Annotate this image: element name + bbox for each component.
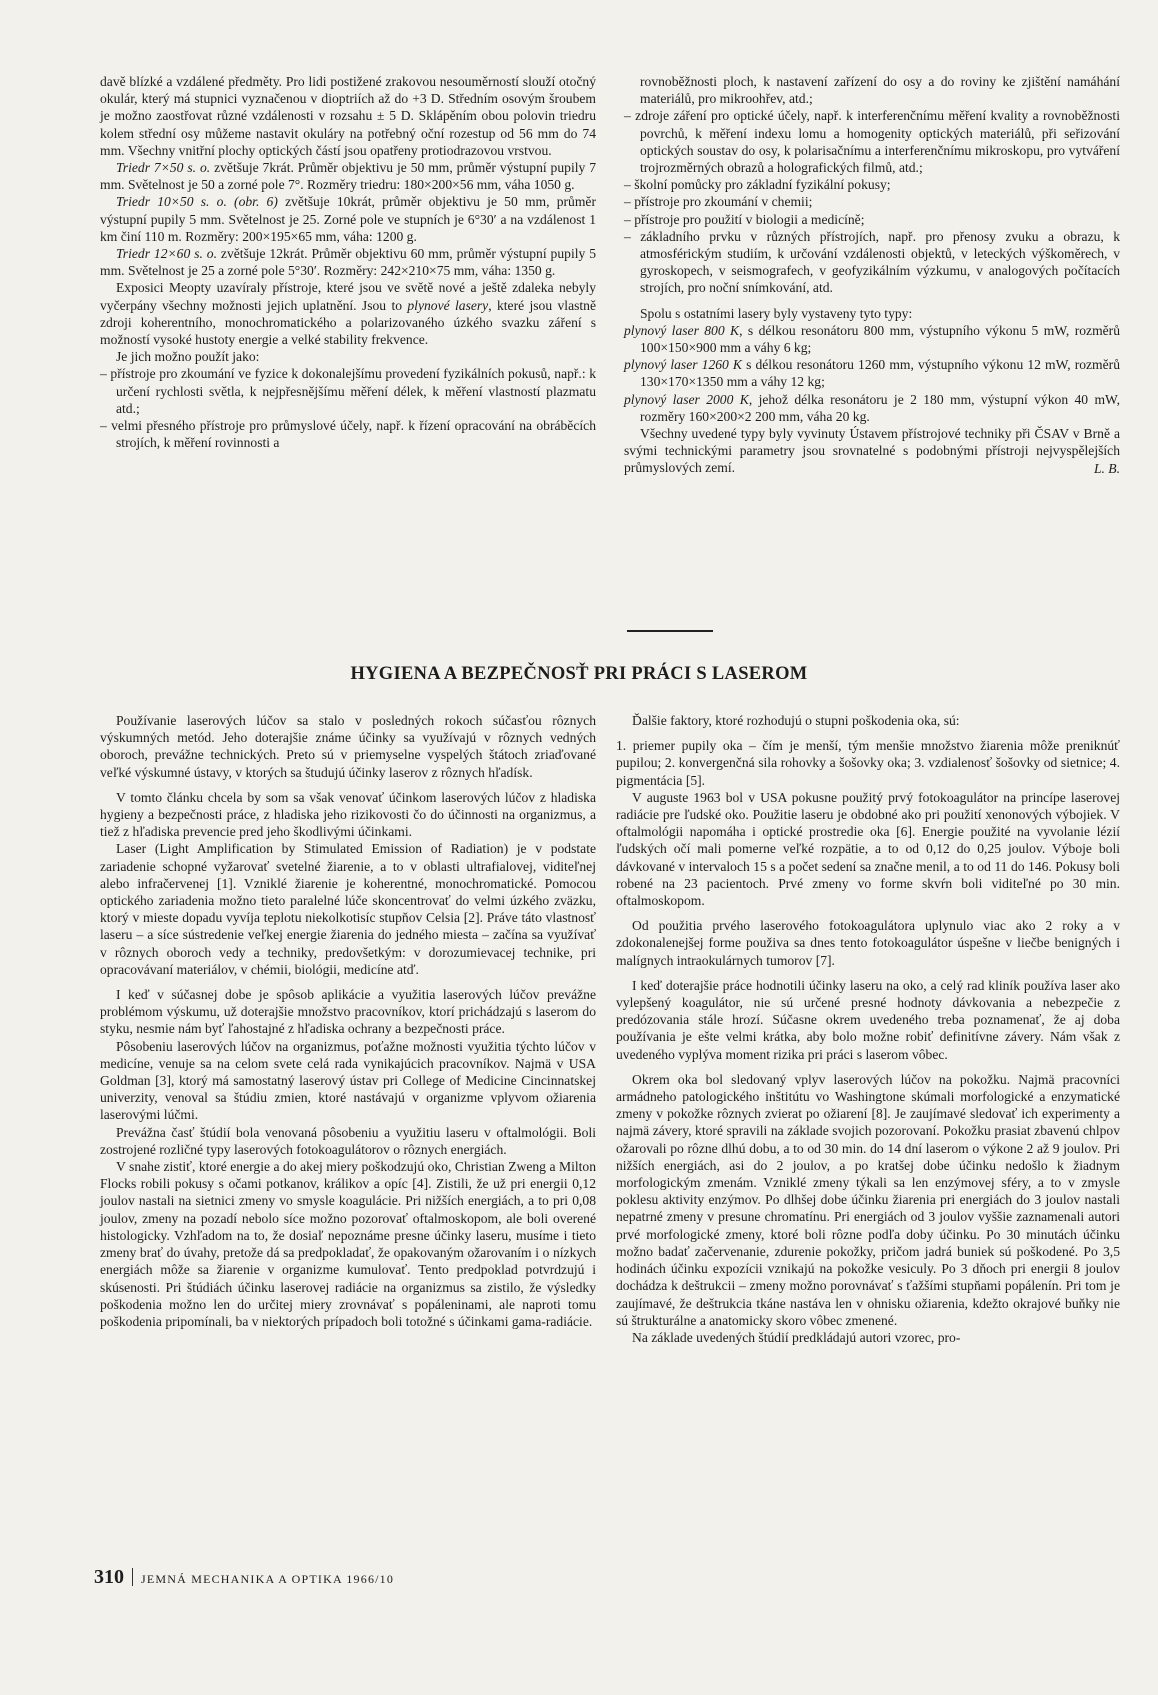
laser-type-800k: plynový laser 800 K, s délkou resonátoru 800 mm, výstupního výkonu 5 mW, rozměrů 100×150×900 mm a váhy 6 kg; — [624, 322, 1120, 356]
paragraph-binocular-intro: davě blízké a vzdálené předměty. Pro lidi postižené zrakovou nesouměrností slouží otočný okulár, který má stupnici vyznačenou v dioptriích až do +3 D. Středním osovým šroubem je možno zaostřovat různé vzdálenosti v rozsahu ± 5 D. Sklápěním obou polovin triedru kolem střední osy můžeme nastavit okuláry na potřebný oční rozestup od 56 mm do 74 mm. Všechny vnitřní plochy optických částí jsou opatřeny protiodrazovou vrstvou. — [100, 74, 596, 158]
article-paragraph: I keď doterajšie práce hodnotili účinky laseru na oko, a celý rad kliník používa laser ako vylepšený koagulátor, nie sú určené presné hodnoty dávkovania a nebezpečie z predózovania stále hrozí. Súčasne okrem uvedeného treba poznamenať, že aj doba používania je ešte velmi krátka, aby bolo možne robiť definitívne závery. Nám však z uvedeného vyplýva moment rizika pri práci s laserom vôbec. — [616, 977, 1120, 1062]
article-paragraph: Používanie laserových lúčov sa stalo v posledných rokoch súčasťou rôznych výskumných metód. Jeho doterajšie známe účinky sa využívajú v rôznych vedných oboroch, prevážne technických. Preto sú v priemyselne vyspelých štátoch zriaďované veľké výskumné ústavy, v ktorých sa študujú účinky laserov z rôznych hľadísk. — [100, 713, 596, 780]
list-item: – přístroje pro použití v biologii a medicíně; — [624, 211, 1120, 228]
article-paragraph: Od použitia prvého laserového fotokoagulátora uplynulo viac ako 2 roky a v zdokonalenejšej forme použiva sa dnes tento fotokoagulátor úspešne v liečbe benigných i malígnych intraokulárnych tumorov [7]. — [616, 918, 1120, 968]
list-continuation: rovnoběžnosti ploch, k nastavení zařízení do osy a do roviny ke zjištění namáhání materiálů, pro mikroohřev, atd.; — [640, 74, 1120, 107]
list-item: – přístroje pro zkoumání ve fyzice k dokonalejšímu provedení fyzikálních pokusů, např.: k určení rychlosti světla, k nejpřesnějšímu měření délek, k měření vlastností plazmatu atd.; — [100, 365, 596, 417]
article-title: HYGIENA A BEZPEČNOSŤ PRI PRÁCI S LASEROM — [350, 664, 808, 684]
article-paragraph: Prevážna časť štúdií bola venovaná pôsobeniu a využitiu laseru v oftalmológii. Boli zostrojené rozličné typy laserových fotokoagulátorov o rôznych energiách. — [100, 1124, 596, 1157]
paragraph-triedr-7x50: Triedr 7×50 s. o. zvětšuje 7krát. Průměr objektivu je 50 mm, průměr výstupní pupily 7 mm. Světelnost je 50 a zorné pole 7°. Rozměry triedru: 180×200×56 mm, váha 1050 g. — [100, 160, 597, 193]
paragraph-gas-lasers: Exposici Meopty uzavíraly přístroje, které jsou ve světě nové a ještě zdaleka nebyly vyčerpány všechny možnosti jejich uplatnění. Jsou to plynové lasery, které jsou vlastně zdroji koherentního, monochromatického a polarizovaného úzkého svazku záření s možností vysoké hustoty energie a velké stability frekvence. — [100, 280, 596, 348]
list-item: – školní pomůcky pro základní fyzikální pokusy; — [624, 176, 1120, 193]
footer-separator — [132, 1568, 133, 1586]
article-paragraph: 1. priemer pupily oka – čím je menší, tým menšie množstvo žiarenia môže preniknúť pupilou; 2. konvergenčná sila rohovky a šošovky oka; 3. vzdialenosť šošovky od sietnice; 4. pigmentácia [5]. — [616, 738, 1120, 788]
list-item: – základního prvku v různých přístrojích, např. pro přenosy zvuku a obrazu, k atmosférickým studiím, k určování vzdálenosti objektů, v leteckých výškoměrech, v gyroskopech, v seismografech, v geofyzikálním výzkumu, v analogových počítacích strojích, pro noční snímkování, atd. — [624, 228, 1120, 297]
uses-list-right — [624, 107, 1120, 296]
product-name-triedr-12x60: Triedr 12×60 s. o. — [116, 246, 218, 262]
author-signature: L. B. — [1093, 460, 1120, 476]
product-name-triedr-7x50: Triedr 7×50 s. o. — [116, 160, 211, 176]
section-divider — [627, 630, 713, 632]
article-left-column — [100, 712, 596, 1330]
paragraph-triedr-10x50: Triedr 10×50 s. o. (obr. 6) zvětšuje 10krát, průměr objektivu je 50 mm, průměr výstupní pupily 5 mm. Světelnost je 25. Zorné pole ve stupních je 6°30′ a na vzdálenost 1 km činí 110 m. Rozměry: 200×195×65 mm, váha: 1200 g. — [100, 194, 596, 244]
paragraph-all-types: Všechny uvedené typy byly vyvinuty Ústavem přístrojové techniky při ČSAV v Brně a svými technickými parametry jsou srovnatelné s podobnými přístroji nejvyspělejších průmyslových zemí. — [624, 426, 1120, 476]
article-paragraph: V snahe zistiť, ktoré energie a do akej miery poškodzujú oko, Christian Zweng a Milton Flocks robili pokusy s očami potkanov, králikov a opíc [4]. Zistili, že už pri energii 0,12 joulov nastali na sietnici zmeny vo smysle koagulácie. Pri nižších energiách, a to pri 0,08 joulov, zmeny na pozadí nebolo síce možno pozorovať oftalmoskopom, ale boli overené histologicky. Vzhľadom na to, že dosiaľ nepoznáme presne účinky laseru, musíme i tieto zmeny brať do úvahy, pretože dá sa predpokladať, že opakovaným ožarovaním i o nízkych energiách môže sa žiarenie v organizme kumulovať. Tento predpoklad potvrdzujú i skúsenosti. Pri štúdiách účinku laserovej radiácie na organizmus sa zistilo, že výsledky poškodenia možno len do určitej miery zrovnávať s popáleninami, ale naproti tomu poškodenia pripomínali, ba v niektorých prípadoch boli totožné s účinkami gama-radiácie. — [100, 1159, 596, 1329]
list-item: – přístroje pro zkoumání v chemii; — [624, 193, 1120, 210]
article-paragraph: V tomto článku chcela by som sa však venovať účinkom laserových lúčov z hladiska hygieny a bezpečnosti práce, z hladiska jeho rizikovosti čo do účinnosti na organizmus, a tiež z hľadiska prevencie pred jeho škodlivými účinkami. — [100, 789, 596, 840]
article-paragraph: Laser (Light Amplification by Stimulated Emission of Radiation) je v podstate zariadenie schopné vyžarovať svetelné žiarenie, a to v oblasti ultrafialovej, viditeľnej alebo infračervenej [1]. Vzniklé žiarenie je koherentné, monochromatické. Pomocou optického zariadenia možno tieto paralelné lúče skoncentrovať do velmi úzkého zväzku, ktorý v mieste dopadu vyvíja teplotu niekolkotisíc stupňov Celsia [2]. Práve táto vlastnosť laseru – a síce sústredenie veľkej energie žiarenia do jedného miesta – začína sa využívať v rôznych oboroch vedy a techniky, predovšetkým: v dorozumievacej technike, pri opracovávaní materiálov, v chémii, biológii, medicíne atď. — [100, 841, 596, 977]
paragraph-uses-intro: Je jich možno použít jako: — [116, 349, 260, 365]
page-footer — [94, 1566, 394, 1589]
list-item: – zdroje záření pro optické účely, např. k interferenčnímu měření kvality a rovnoběžnosti povrchů, k měření indexu lomu a homogenity optických materiálů, při seřizování optických soustav do osy, k polarisačnímu a interferenčnímu mikroskopu, pro vytváření trojrozměrných obrazů a holografických filmů, atd.; — [624, 107, 1120, 176]
article-paragraph: Ďalšie faktory, ktoré rozhodujú o stupni poškodenia oka, sú: — [632, 713, 960, 728]
paragraph-triedr-12x60: Triedr 12×60 s. o. zvětšuje 12krát. Průměr objektivu 60 mm, průměr výstupní pupily 5 mm. Světelnost je 25 a zorné pole 5°30′. Rozměry: 242×210×75 mm, váha: 1350 g. — [100, 246, 597, 279]
article-paragraph: Okrem oka bol sledovaný vplyv laserových lúčov na pokožku. Najmä pracovníci armádneho patologického inštitútu vo Washingtone skúmali morfologické a enzymatické zmeny v pokožke rôznych zvierat po ožiarení [8]. Je zaujímavé sledovať ich experimenty a najmä závery, ktoré spravili na základe svojich pozorovaní. Pokožku prasiat zbavenú chlpov ožarovali po rôzne dlhú dobu, a to od 30 min. do 14 dní laserom o výkone 2 až 9 joulov. Pri nižších energiách, asi do 2 joulov, a po kratšej dobe účinku nedošlo k žiadnym morfologickým zmenám. Vzniklé zmeny týkali sa len enzýmovej sféry, a to v zmysle poklesu aktivity enzýmov. Po dlhšej dobe účinku žiarenia pri energiách do 3 joulov nastali nepatrné zmeny v presune chromatínu. Pri energiách od 3 joulov vyššie zaznamenali autori prvé morfologické zmeny, ktoré boli rôzne podľa doby účinku. Po 30 minutách účinku možno badať začervenanie, zdurenie pokožky, pričom jadrá buniek sú poškodené. Po 3,5 hodinách účinku expozícii vznikajú na pokožke vesiculy. Po 3 dňoch pri energii 8 joulov dochádza k deštrukcii – zmeny možno porovnávať s ťažšími stupňami popálenín. Pri tom je zaujímavé, že deštrukcia tkáne nastáva len v ohnisku ožiarenia, kdežto okrajové buňky nie sú štrukturálne a anatomicky skoro vôbec zmenené. — [616, 1071, 1120, 1328]
laser-type-2000k: plynový laser 2000 K, jehož délka resonátoru je 2 180 mm, výstupní výkon 40 mW, rozměry 160×200×2 200 mm, váha 20 kg. — [624, 391, 1120, 424]
top-right-column — [624, 73, 1120, 477]
article-paragraph: Pôsobeniu laserových lúčov na organizmus, poťažne možnosti využitia týchto lúčov v medicíne, venuje sa na celom svete celá rada vynikajúcich pracovníkov. Najmä v USA Goldman [3], ktorý má samostatný laserový ústav pri College of Medicine Cincinnatskej univerzity, venoval sa štúdiu zmien, ktoré nastávajú v organizme vplyvom ožiarenia laserovými lúčmi. — [100, 1038, 596, 1123]
article-paragraph: Na základe uvedených štúdií predkládajú autori vzorec, pro- — [632, 1329, 961, 1345]
journal-name: JEMNÁ MECHANIKA A OPTIKA 1966/10 — [141, 1572, 395, 1586]
uses-list-left — [100, 365, 596, 451]
paragraph-types-intro: Spolu s ostatními lasery byly vystaveny tyto typy: — [640, 305, 913, 321]
list-item: – velmi přesného přístroje pro průmyslové účely, např. k řízení opracování na obráběcích strojích, k měření rovinnosti a — [100, 417, 596, 451]
article-paragraph: I keď v súčasnej dobe je spôsob aplikácie a využitia laserových lúčov prevážne problémom výskumu, už doterajšie množstvo pracovníkov, ktorí prichádzajú s laserom do styku, nesmie nám byť ľahostajné z hľadiska ochrany a bezpečnosti práce. — [100, 987, 596, 1037]
product-name-triedr-10x50: Triedr 10×50 s. o. (obr. 6) — [116, 194, 278, 210]
laser-type-1260k: plynový laser 1260 K s délkou resonátoru 1260 mm, výstupního výkonu 12 mW, rozměrů 130×170×1350 mm a váhy 12 kg; — [624, 357, 1120, 390]
top-left-column — [100, 73, 596, 451]
article-paragraph: V auguste 1963 bol v USA pokusne použitý prvý fotokoagulátor na princípe laserovej radiácie pre ľudské oko. Použitie laseru je obdobné ako pri použití xenonových výbojiek. V oftalmológii napomáha i optické prostredie oka [6]. Energie použité na vyvolanie lézií ľudských očí mali pomerne veľké rozpätie, a to od 0,12 do 0,25 joulov. Výboje boli dávkované v intervaloch 15 s a počet sedení sa značne menil, a to od 11 do 146. Pokusy boli robené na 23 pacientoch. Prvé zmeny vo forme skvŕn boli viditeľné po 30 min. oftalmoskopom. — [616, 789, 1120, 909]
article-right-column — [616, 712, 1120, 1346]
page-number: 310 — [94, 1566, 124, 1588]
